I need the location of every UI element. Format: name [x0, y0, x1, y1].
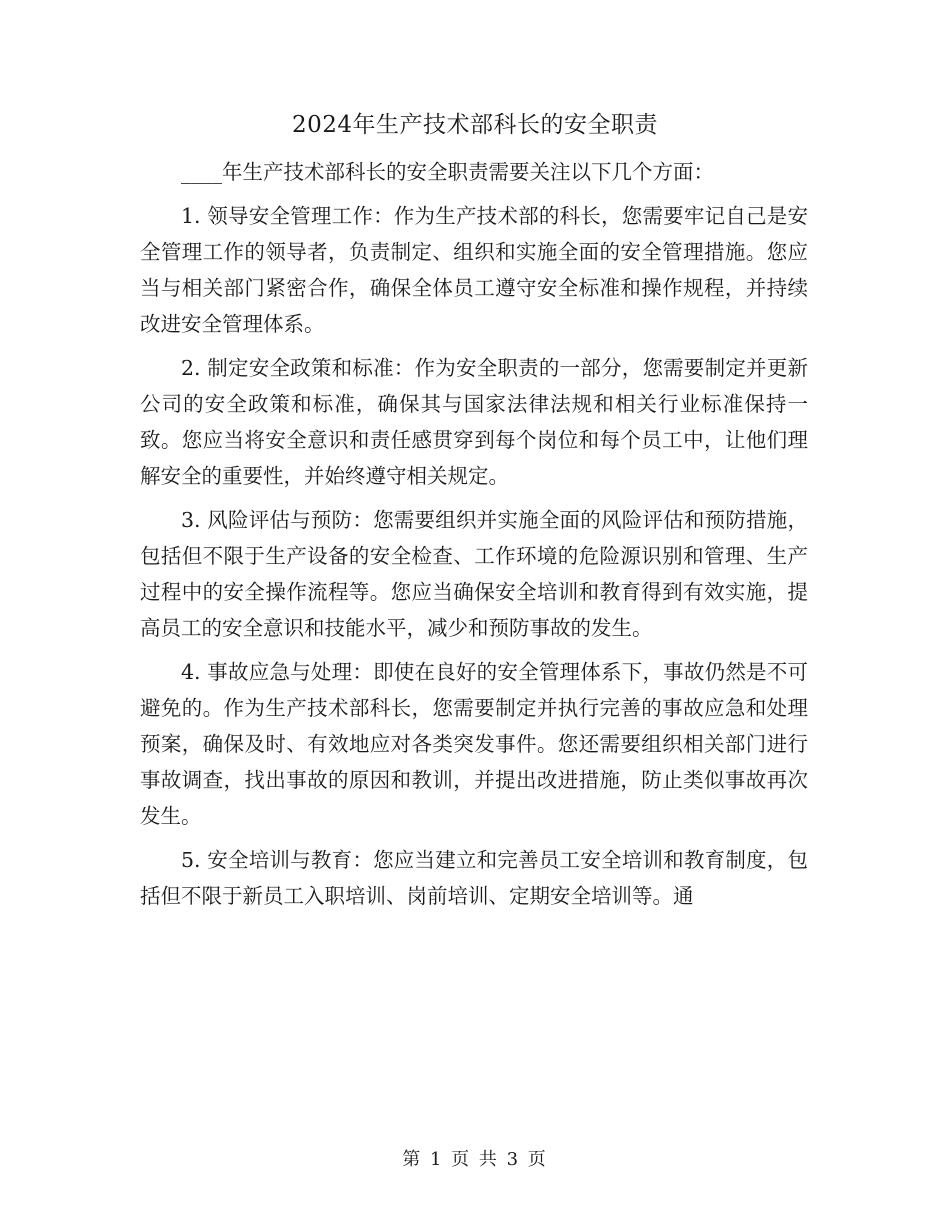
- paragraph-2: 2. 制定安全政策和标准：作为安全职责的一部分，您需要制定并更新公司的安全政策和标准，确保其与国家法律法规和相关行业标准保持一致。您应当将安全意识和责任感贯穿到每个岗位和每个员工中，让他们理解安全的重要性，并始终遵守相关规定。: [140, 356, 808, 488]
- paragraph-5: 5. 安全培训与教育：您应当建立和完善员工安全培训和教育制度，包括但不限于新员工入职培训、岗前培训、定期安全培训等。通: [140, 848, 808, 908]
- page-number-footer: 第 1 页 共 3 页: [402, 1149, 548, 1170]
- paragraph-4: 4. 事故应急与处理：即使在良好的安全管理体系下，事故仍然是不可避免的。作为生产技术部科长，您需要制定并执行完善的事故应急和处理预案，确保及时、有效地应对各类突发事件。您还需要组织相关部门进行事故调查，找出事故的原因和教训，并提出改进措施，防止类似事故再次发生。: [140, 660, 808, 828]
- document-title: 2024年生产技术部科长的安全职责: [291, 112, 659, 138]
- document-body: [140, 154, 808, 922]
- intro-paragraph: ____年生产技术部科长的安全职责需要关注以下几个方面：: [181, 160, 714, 184]
- paragraph-1: 1. 领导安全管理工作：作为生产技术部的科长，您需要牢记自己是安全管理工作的领导者，负责制定、组织和实施全面的安全管理措施。您应当与相关部门紧密合作，确保全体员工遵守安全标准和操作规程，并持续改进安全管理体系。: [140, 204, 808, 336]
- paragraph-3: 3. 风险评估与预防：您需要组织并实施全面的风险评估和预防措施，包括但不限于生产设备的安全检查、工作环境的危险源识别和管理、生产过程中的安全操作流程等。您应当确保安全培训和教育得到有效实施，提高员工的安全意识和技能水平，减少和预防事故的发生。: [140, 508, 808, 640]
